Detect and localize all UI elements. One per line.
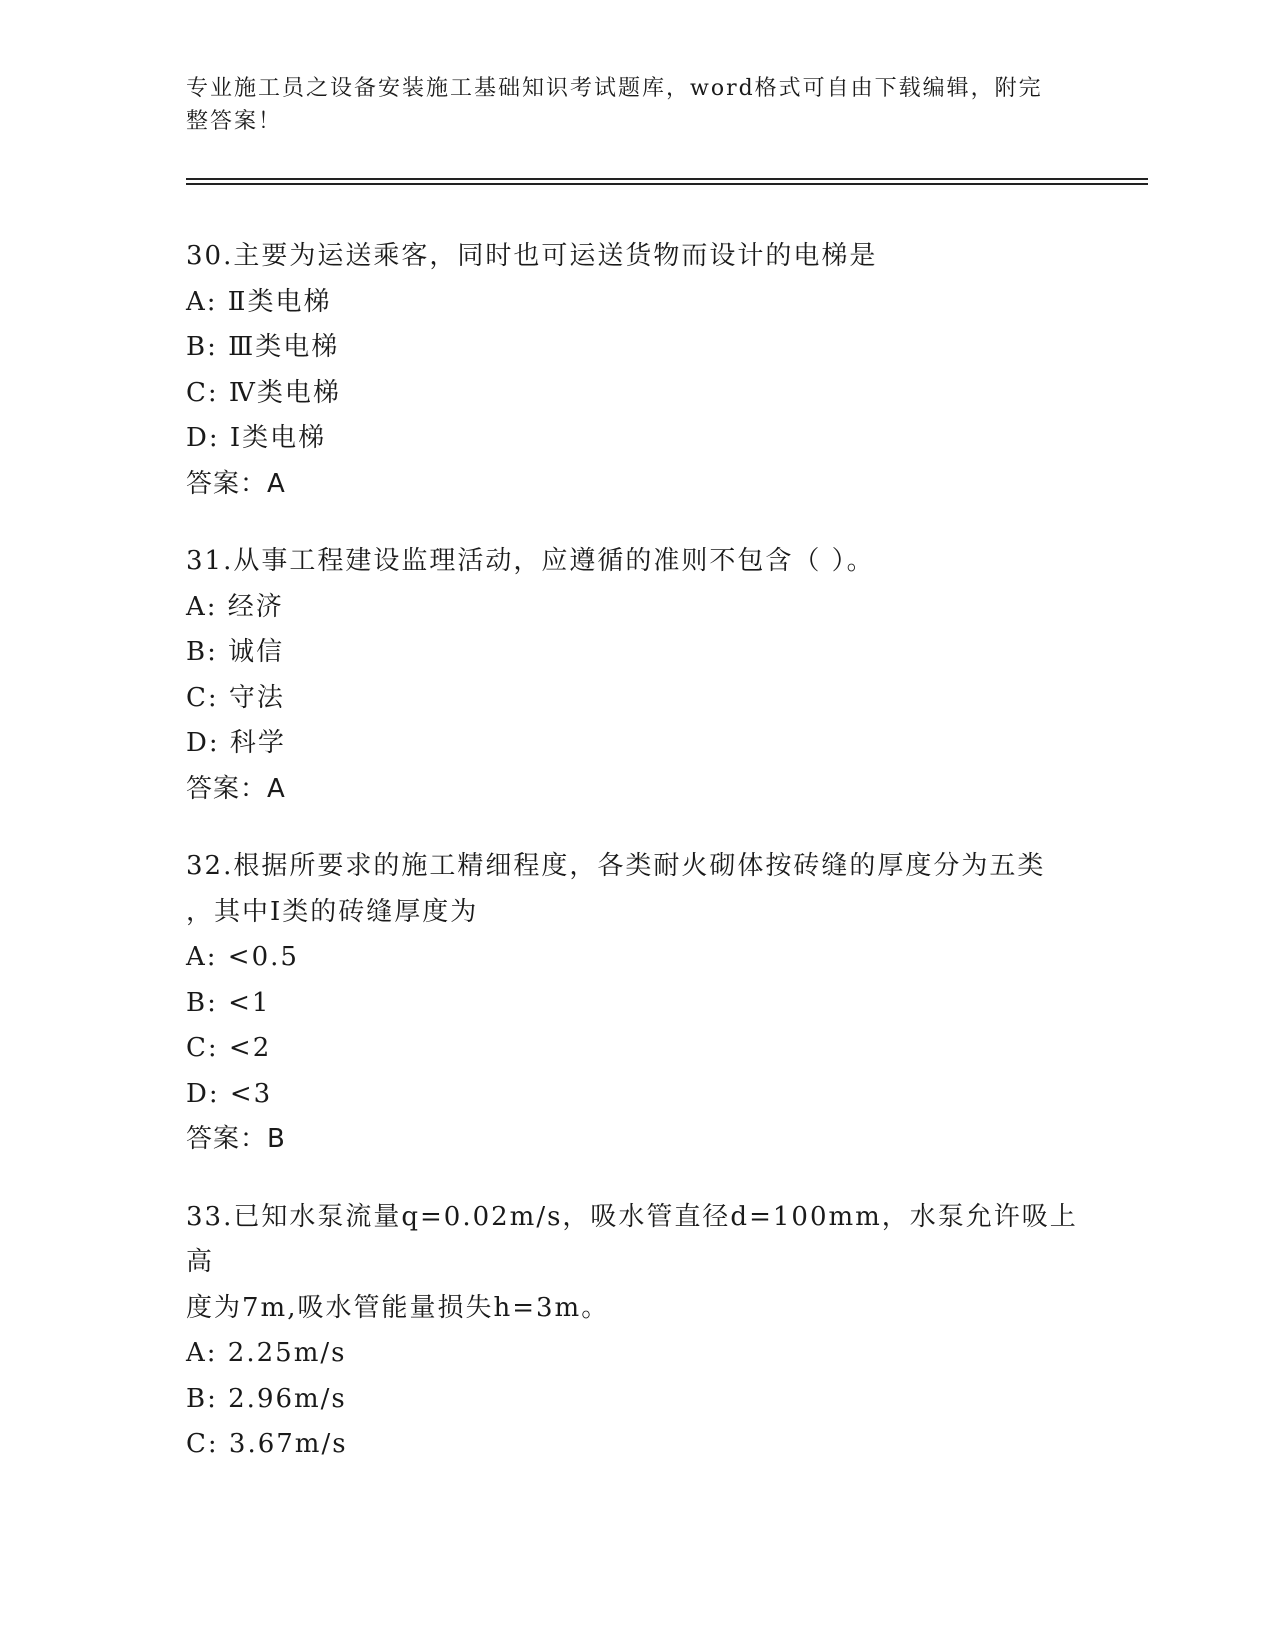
- option-d: D: 科学: [186, 728, 286, 758]
- option-a: A: 2.25m/s: [186, 1338, 347, 1368]
- option-d: D: <3: [186, 1078, 273, 1109]
- option-c: C: 守法: [186, 682, 285, 713]
- question-stem: 31.从事工程建设监理活动，应遵循的准则不包含（ ）。: [186, 546, 875, 576]
- option-b: B: 诚信: [186, 637, 285, 667]
- option-a: A: <0.5: [186, 942, 299, 972]
- option-b: B: <1: [186, 987, 271, 1018]
- header-divider-bottom: [186, 183, 1148, 185]
- header-line-2: 整答案！: [186, 109, 283, 134]
- question-stem: 30.主要为运送乘客，同时也可运送货物而设计的电梯是: [186, 241, 878, 271]
- answer: 答案：A: [186, 468, 286, 499]
- question-33: [186, 1195, 1086, 1468]
- answer: 答案：A: [186, 773, 286, 804]
- option-d: D: Ⅰ类电梯: [186, 423, 327, 453]
- question-stem: 32.根据所要求的施工精细程度，各类耐火砌体按砖缝的厚度分为五类: [186, 851, 1046, 881]
- question-stem: 33.已知水泵流量q=0.02m/s，吸水管直径d=100mm，水泵允许吸上高: [186, 1201, 1078, 1277]
- option-c: C: Ⅳ类电梯: [186, 377, 341, 408]
- option-c: C: 3.67m/s: [186, 1429, 348, 1459]
- option-b: B: 2.96m/s: [186, 1383, 347, 1414]
- question-list: [186, 234, 1086, 1500]
- question-31: [186, 539, 1086, 812]
- option-a: A: Ⅱ类电梯: [186, 286, 332, 317]
- question-stem-continued: ，其中Ⅰ类的砖缝厚度为: [186, 896, 479, 927]
- header-line-1: 专业施工员之设备安装施工基础知识考试题库，word格式可自由下载编辑，附完: [186, 76, 1043, 101]
- option-c: C: <2: [186, 1033, 272, 1063]
- header-divider-top: [186, 178, 1148, 180]
- question-32: [186, 844, 1086, 1163]
- question-30: [186, 234, 1086, 507]
- question-stem-continued: 度为7m,吸水管能量损失h=3m。: [186, 1292, 610, 1323]
- option-b: B: Ⅲ类电梯: [186, 332, 340, 362]
- answer: 答案：B: [186, 1124, 286, 1154]
- option-a: A: 经济: [186, 591, 284, 622]
- document-header: [186, 72, 1066, 138]
